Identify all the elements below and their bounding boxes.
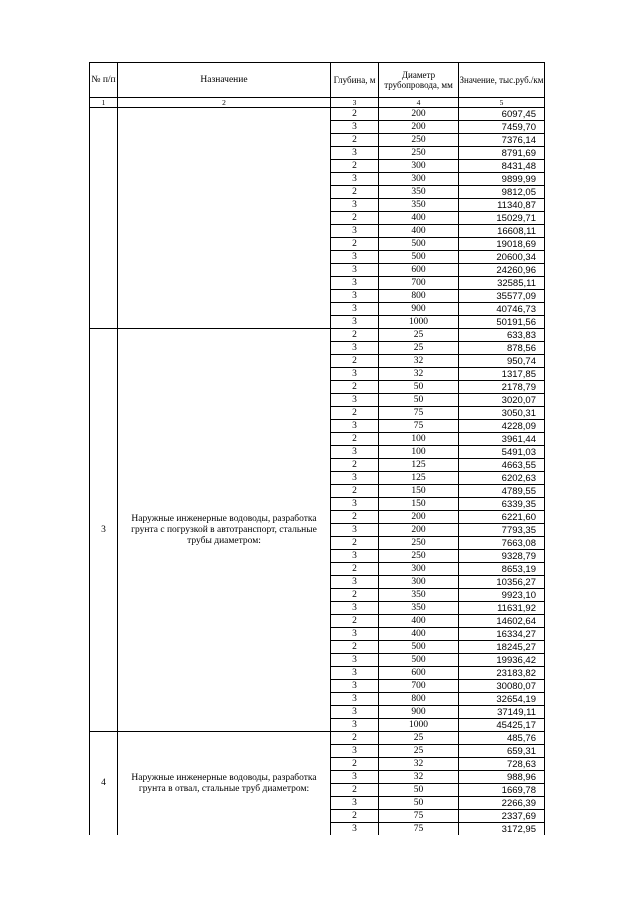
diameter-cell: 75 xyxy=(379,823,459,836)
diameter-cell: 25 xyxy=(379,329,459,342)
header-value: Значение, тыс.руб./км xyxy=(459,63,545,98)
diameter-cell: 500 xyxy=(379,238,459,251)
diameter-cell: 350 xyxy=(379,186,459,199)
value-cell: 50191,56 xyxy=(459,316,545,329)
value-cell: 9899,99 xyxy=(459,173,545,186)
value-cell: 633,83 xyxy=(459,329,545,342)
header-num: № п/п xyxy=(90,63,118,98)
value-cell: 7376,14 xyxy=(459,134,545,147)
value-cell: 2178,79 xyxy=(459,381,545,394)
value-cell: 1317,85 xyxy=(459,368,545,381)
value-cell: 988,96 xyxy=(459,771,545,784)
depth-cell: 3 xyxy=(331,745,379,758)
value-cell: 3172,95 xyxy=(459,823,545,836)
value-cell: 3050,31 xyxy=(459,407,545,420)
diameter-cell: 400 xyxy=(379,628,459,641)
value-cell: 7663,08 xyxy=(459,537,545,550)
depth-cell: 3 xyxy=(331,706,379,719)
header-diameter: Диаметр трубопровода, мм xyxy=(379,63,459,98)
depth-cell: 3 xyxy=(331,251,379,264)
diameter-cell: 700 xyxy=(379,680,459,693)
value-cell: 32654,19 xyxy=(459,693,545,706)
depth-cell: 3 xyxy=(331,550,379,563)
value-cell: 4789,55 xyxy=(459,485,545,498)
table-header-row xyxy=(90,63,545,98)
diameter-cell: 400 xyxy=(379,212,459,225)
section-number xyxy=(90,108,118,329)
depth-cell: 2 xyxy=(331,433,379,446)
header-depth: Глубина, м xyxy=(331,63,379,98)
value-cell: 19936,42 xyxy=(459,654,545,667)
value-cell: 2337,69 xyxy=(459,810,545,823)
value-cell: 2266,39 xyxy=(459,797,545,810)
diameter-cell: 100 xyxy=(379,433,459,446)
value-cell: 9328,79 xyxy=(459,550,545,563)
diameter-cell: 32 xyxy=(379,355,459,368)
value-cell: 485,76 xyxy=(459,732,545,745)
value-cell: 37149,11 xyxy=(459,706,545,719)
diameter-cell: 400 xyxy=(379,615,459,628)
depth-cell: 2 xyxy=(331,615,379,628)
depth-cell: 3 xyxy=(331,680,379,693)
depth-cell: 2 xyxy=(331,459,379,472)
diameter-cell: 400 xyxy=(379,225,459,238)
diameter-cell: 200 xyxy=(379,108,459,121)
diameter-cell: 300 xyxy=(379,576,459,589)
diameter-cell: 300 xyxy=(379,173,459,186)
depth-cell: 3 xyxy=(331,316,379,329)
diameter-cell: 1000 xyxy=(379,719,459,732)
diameter-cell: 800 xyxy=(379,693,459,706)
value-cell: 950,74 xyxy=(459,355,545,368)
diameter-cell: 32 xyxy=(379,368,459,381)
value-cell: 6221,60 xyxy=(459,511,545,524)
value-cell: 30080,07 xyxy=(459,680,545,693)
diameter-cell: 50 xyxy=(379,394,459,407)
diameter-cell: 75 xyxy=(379,407,459,420)
depth-cell: 3 xyxy=(331,823,379,836)
table-row xyxy=(90,329,545,342)
depth-cell: 3 xyxy=(331,264,379,277)
value-cell: 5491,03 xyxy=(459,446,545,459)
depth-cell: 3 xyxy=(331,667,379,680)
value-cell: 16608,11 xyxy=(459,225,545,238)
value-cell: 15029,71 xyxy=(459,212,545,225)
depth-cell: 2 xyxy=(331,160,379,173)
value-cell: 8431,48 xyxy=(459,160,545,173)
diameter-cell: 25 xyxy=(379,342,459,355)
section-description: Наружные инженерные водоводы, разработка грунта с погрузкой в автотранспорт, стальные трубы диаметром: xyxy=(118,329,331,732)
value-cell: 659,31 xyxy=(459,745,545,758)
value-cell: 14602,64 xyxy=(459,615,545,628)
value-cell: 10356,27 xyxy=(459,576,545,589)
value-cell: 24260,96 xyxy=(459,264,545,277)
diameter-cell: 700 xyxy=(379,277,459,290)
value-cell: 6097,45 xyxy=(459,108,545,121)
depth-cell: 3 xyxy=(331,225,379,238)
section-number: 3 xyxy=(90,329,118,732)
depth-cell: 3 xyxy=(331,654,379,667)
depth-cell: 3 xyxy=(331,797,379,810)
diameter-cell: 350 xyxy=(379,199,459,212)
depth-cell: 3 xyxy=(331,576,379,589)
depth-cell: 3 xyxy=(331,290,379,303)
diameter-cell: 75 xyxy=(379,420,459,433)
diameter-cell: 250 xyxy=(379,550,459,563)
diameter-cell: 200 xyxy=(379,511,459,524)
depth-cell: 3 xyxy=(331,719,379,732)
diameter-cell: 50 xyxy=(379,797,459,810)
diameter-cell: 200 xyxy=(379,524,459,537)
depth-cell: 2 xyxy=(331,732,379,745)
depth-cell: 3 xyxy=(331,394,379,407)
column-number-row xyxy=(90,98,545,108)
value-cell: 3961,44 xyxy=(459,433,545,446)
header-name: Назначение xyxy=(118,63,331,98)
depth-cell: 2 xyxy=(331,212,379,225)
diameter-cell: 25 xyxy=(379,745,459,758)
depth-cell: 2 xyxy=(331,563,379,576)
diameter-cell: 75 xyxy=(379,810,459,823)
diameter-cell: 300 xyxy=(379,160,459,173)
diameter-cell: 150 xyxy=(379,498,459,511)
diameter-cell: 200 xyxy=(379,121,459,134)
value-cell: 8653,19 xyxy=(459,563,545,576)
diameter-cell: 150 xyxy=(379,485,459,498)
depth-cell: 2 xyxy=(331,641,379,654)
depth-cell: 3 xyxy=(331,368,379,381)
column-number: 1 xyxy=(90,98,118,108)
diameter-cell: 250 xyxy=(379,537,459,550)
value-cell: 878,56 xyxy=(459,342,545,355)
depth-cell: 3 xyxy=(331,173,379,186)
value-cell: 11631,92 xyxy=(459,602,545,615)
diameter-cell: 350 xyxy=(379,602,459,615)
depth-cell: 2 xyxy=(331,407,379,420)
depth-cell: 3 xyxy=(331,771,379,784)
value-cell: 20600,34 xyxy=(459,251,545,264)
diameter-cell: 250 xyxy=(379,147,459,160)
value-cell: 32585,11 xyxy=(459,277,545,290)
diameter-cell: 250 xyxy=(379,134,459,147)
value-cell: 728,63 xyxy=(459,758,545,771)
depth-cell: 3 xyxy=(331,524,379,537)
diameter-cell: 800 xyxy=(379,290,459,303)
depth-cell: 3 xyxy=(331,628,379,641)
depth-cell: 2 xyxy=(331,355,379,368)
depth-cell: 2 xyxy=(331,108,379,121)
cost-table xyxy=(89,62,545,835)
value-cell: 45425,17 xyxy=(459,719,545,732)
diameter-cell: 125 xyxy=(379,459,459,472)
depth-cell: 2 xyxy=(331,537,379,550)
column-number: 2 xyxy=(118,98,331,108)
depth-cell: 2 xyxy=(331,589,379,602)
table-body xyxy=(90,108,545,836)
value-cell: 4663,55 xyxy=(459,459,545,472)
depth-cell: 2 xyxy=(331,810,379,823)
diameter-cell: 900 xyxy=(379,303,459,316)
diameter-cell: 25 xyxy=(379,732,459,745)
depth-cell: 3 xyxy=(331,420,379,433)
depth-cell: 3 xyxy=(331,602,379,615)
diameter-cell: 600 xyxy=(379,667,459,680)
depth-cell: 3 xyxy=(331,498,379,511)
value-cell: 11340,87 xyxy=(459,199,545,212)
depth-cell: 2 xyxy=(331,186,379,199)
diameter-cell: 350 xyxy=(379,589,459,602)
table-row xyxy=(90,108,545,121)
depth-cell: 2 xyxy=(331,134,379,147)
diameter-cell: 300 xyxy=(379,563,459,576)
column-number: 3 xyxy=(331,98,379,108)
depth-cell: 2 xyxy=(331,758,379,771)
value-cell: 7793,35 xyxy=(459,524,545,537)
depth-cell: 3 xyxy=(331,199,379,212)
table-row xyxy=(90,732,545,745)
depth-cell: 2 xyxy=(331,511,379,524)
depth-cell: 2 xyxy=(331,329,379,342)
depth-cell: 2 xyxy=(331,381,379,394)
depth-cell: 2 xyxy=(331,485,379,498)
depth-cell: 3 xyxy=(331,446,379,459)
value-cell: 7459,70 xyxy=(459,121,545,134)
value-cell: 16334,27 xyxy=(459,628,545,641)
depth-cell: 2 xyxy=(331,784,379,797)
value-cell: 9812,05 xyxy=(459,186,545,199)
value-cell: 35577,09 xyxy=(459,290,545,303)
section-description xyxy=(118,108,331,329)
depth-cell: 3 xyxy=(331,121,379,134)
depth-cell: 2 xyxy=(331,238,379,251)
column-number: 5 xyxy=(459,98,545,108)
depth-cell: 3 xyxy=(331,277,379,290)
diameter-cell: 500 xyxy=(379,251,459,264)
diameter-cell: 32 xyxy=(379,771,459,784)
depth-cell: 3 xyxy=(331,342,379,355)
diameter-cell: 1000 xyxy=(379,316,459,329)
diameter-cell: 50 xyxy=(379,381,459,394)
column-number: 4 xyxy=(379,98,459,108)
depth-cell: 3 xyxy=(331,472,379,485)
value-cell: 8791,69 xyxy=(459,147,545,160)
value-cell: 3020,07 xyxy=(459,394,545,407)
value-cell: 1669,78 xyxy=(459,784,545,797)
value-cell: 6202,63 xyxy=(459,472,545,485)
section-number: 4 xyxy=(90,732,118,836)
value-cell: 4228,09 xyxy=(459,420,545,433)
diameter-cell: 125 xyxy=(379,472,459,485)
diameter-cell: 600 xyxy=(379,264,459,277)
section-description: Наружные инженерные водоводы, разработка грунта в отвал, стальные труб диаметром: xyxy=(118,732,331,836)
value-cell: 23183,82 xyxy=(459,667,545,680)
diameter-cell: 32 xyxy=(379,758,459,771)
value-cell: 6339,35 xyxy=(459,498,545,511)
value-cell: 40746,73 xyxy=(459,303,545,316)
depth-cell: 3 xyxy=(331,147,379,160)
diameter-cell: 900 xyxy=(379,706,459,719)
diameter-cell: 500 xyxy=(379,654,459,667)
diameter-cell: 100 xyxy=(379,446,459,459)
diameter-cell: 500 xyxy=(379,641,459,654)
value-cell: 19018,69 xyxy=(459,238,545,251)
depth-cell: 3 xyxy=(331,693,379,706)
value-cell: 9923,10 xyxy=(459,589,545,602)
diameter-cell: 50 xyxy=(379,784,459,797)
value-cell: 18245,27 xyxy=(459,641,545,654)
depth-cell: 3 xyxy=(331,303,379,316)
